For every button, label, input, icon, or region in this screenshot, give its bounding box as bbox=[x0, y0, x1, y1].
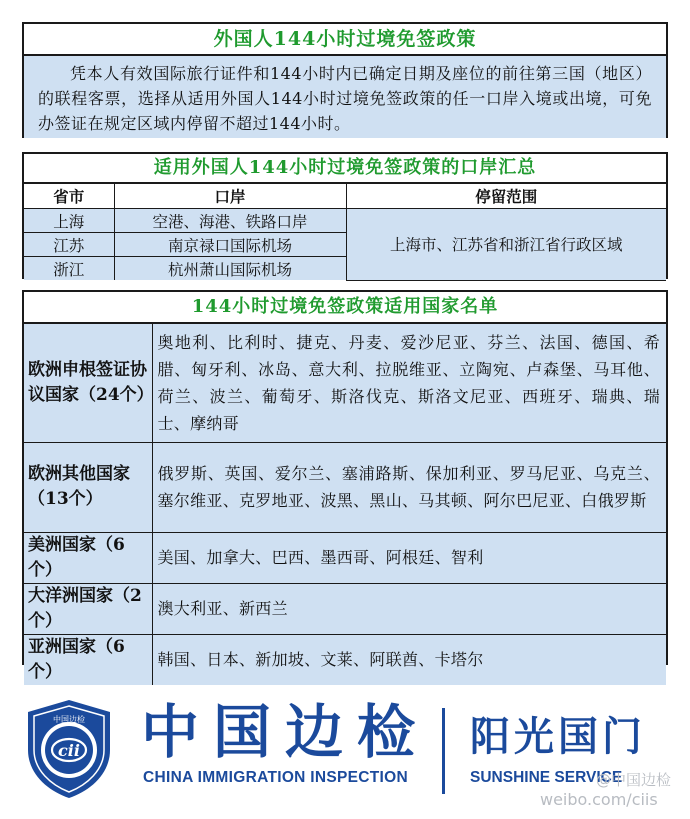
brand-chinese: 中国边检 bbox=[141, 698, 430, 766]
group-label-schengen: 欧洲申根签证协议国家（24个） bbox=[24, 324, 152, 442]
ports-row-shanghai bbox=[24, 209, 666, 233]
header-city: 省市 bbox=[24, 184, 114, 209]
group-list-americas: 美国、加拿大、巴西、墨西哥、阿根廷、智利 bbox=[152, 532, 666, 583]
ports-header-row bbox=[24, 184, 666, 209]
countries-table bbox=[24, 324, 666, 685]
header-port: 口岸 bbox=[114, 184, 346, 209]
port-city: 浙江 bbox=[24, 257, 114, 281]
port-name: 空港、海港、铁路口岸 bbox=[114, 209, 346, 233]
group-label-asia: 亚洲国家（6个） bbox=[24, 634, 152, 685]
country-group-row bbox=[24, 324, 666, 442]
ports-title: 适用外国人144小时过境免签政策的口岸汇总 bbox=[24, 154, 666, 184]
policy-body: 凭本人有效国际旅行证件和144小时内已确定日期及座位的前往第三国（地区）的联程客票，选择从适用外国人144小时过境免签政策的任一口岸入境或出境，可免办签证在规定区域内停留不超过144小时。 bbox=[24, 56, 666, 138]
ports-table bbox=[24, 184, 666, 281]
country-group-row bbox=[24, 532, 666, 583]
group-label-oceania: 大洋洲国家（2个） bbox=[24, 583, 152, 634]
group-list-asia: 韩国、日本、新加坡、文莱、阿联酋、卡塔尔 bbox=[152, 634, 666, 685]
weibo-watermark-name: @中国边检 bbox=[596, 771, 672, 789]
group-list-europe-other: 俄罗斯、英国、爱尔兰、塞浦路斯、保加利亚、罗马尼亚、乌克兰、塞尔维亚、克罗地亚、波黑、黑山、马其顿、阿尔巴尼亚、白俄罗斯 bbox=[152, 442, 666, 532]
country-group-row bbox=[24, 634, 666, 685]
port-city: 上海 bbox=[24, 209, 114, 233]
countries-title: 144小时过境免签政策适用国家名单 bbox=[24, 292, 666, 324]
stay-area: 上海市、江苏省和浙江省行政区域 bbox=[346, 209, 666, 281]
ports-panel bbox=[22, 152, 668, 279]
brand-english: CHINA IMMIGRATION INSPECTION bbox=[143, 769, 409, 786]
policy-panel bbox=[22, 22, 668, 138]
group-label-americas: 美洲国家（6个） bbox=[24, 532, 152, 583]
emblem-text: 中国边检 bbox=[53, 715, 85, 724]
country-group-row bbox=[24, 583, 666, 634]
port-city: 江苏 bbox=[24, 233, 114, 257]
policy-title: 外国人144小时过境免签政策 bbox=[24, 24, 666, 56]
group-list-oceania: 澳大利亚、新西兰 bbox=[152, 583, 666, 634]
slogan-english: SUNSHINE SERVICE bbox=[470, 769, 623, 786]
slogan-chinese: 阳光国门 bbox=[470, 714, 646, 760]
port-name: 杭州萧山国际机场 bbox=[114, 257, 346, 281]
port-name: 南京禄口国际机场 bbox=[114, 233, 346, 257]
group-label-europe-other: 欧洲其他国家（13个） bbox=[24, 442, 152, 532]
header-stay-area: 停留范围 bbox=[346, 184, 666, 209]
countries-panel bbox=[22, 290, 668, 682]
footer-branding bbox=[0, 690, 690, 819]
country-group-row bbox=[24, 442, 666, 532]
group-list-schengen: 奥地利、比利时、捷克、丹麦、爱沙尼亚、芬兰、法国、德国、希腊、匈牙利、冰岛、意大利、拉脱维亚、立陶宛、卢森堡、马耳他、荷兰、波兰、葡萄牙、斯洛伐克、斯洛文尼亚、西班牙、瑞典、瑞士、摩纳哥 bbox=[152, 324, 666, 442]
immigration-emblem-icon bbox=[24, 698, 114, 800]
svg-text:cii: cii bbox=[58, 741, 80, 760]
brand-divider bbox=[442, 708, 445, 794]
weibo-watermark-url: weibo.com/ciis bbox=[540, 790, 658, 809]
